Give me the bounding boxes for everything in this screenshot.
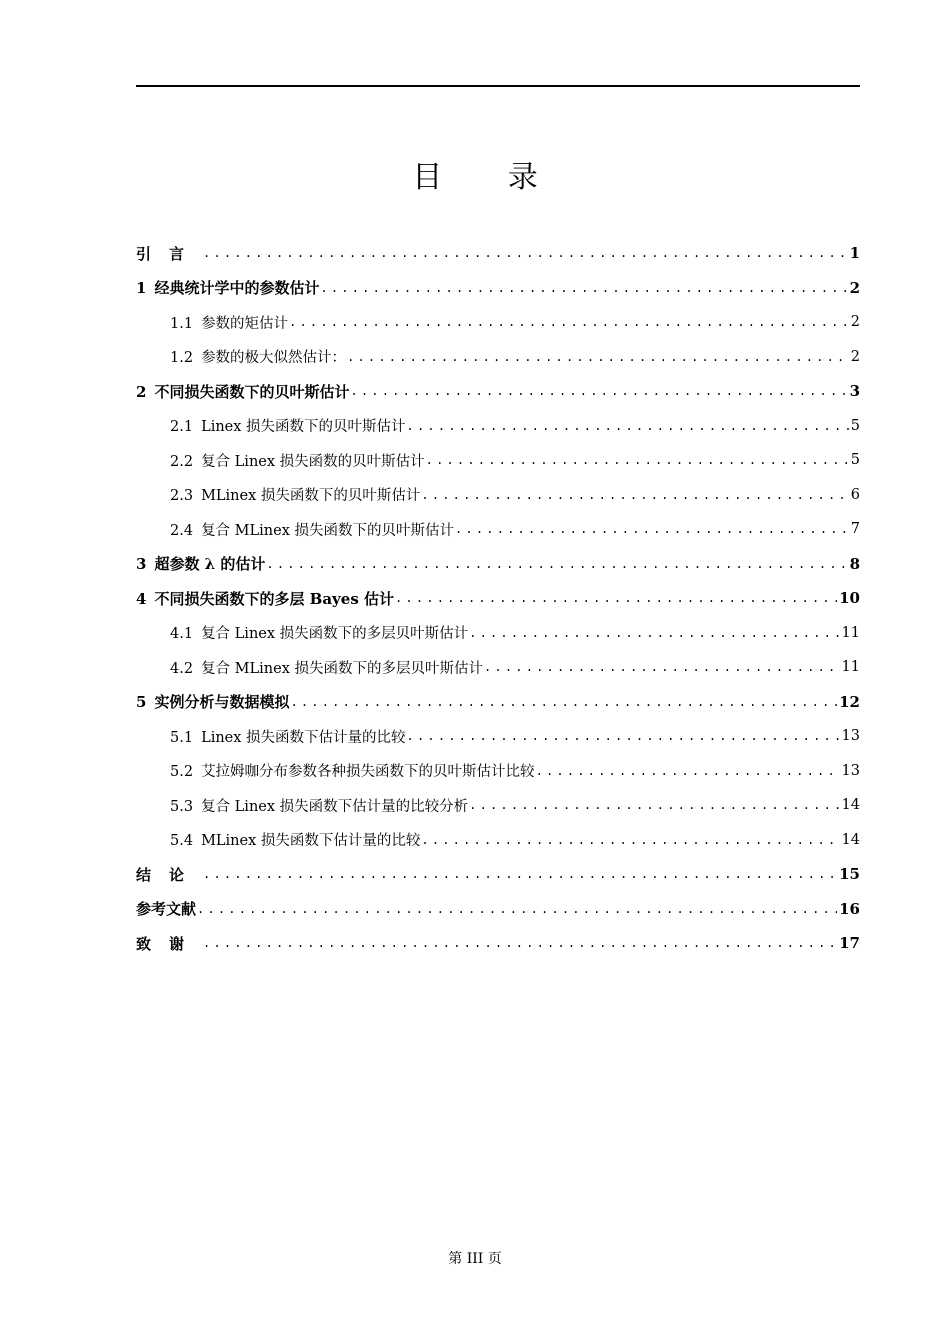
toc-page-number: 16: [839, 899, 860, 918]
toc-entry-label: [170, 450, 426, 471]
toc-entry[interactable]: [136, 823, 860, 858]
toc-entry[interactable]: [136, 409, 860, 444]
toc-dot-leader: [469, 626, 839, 640]
toc-dot-leader: [203, 936, 837, 950]
toc-page-number: 12: [839, 692, 860, 711]
toc-dot-leader: [407, 729, 840, 743]
toc-entry-title: MLinex 损失函数下估计量的比较: [201, 833, 421, 850]
toc-page-number: 7: [850, 521, 860, 538]
toc-entry-number: 5.3: [170, 798, 194, 815]
toc-dot-leader: [421, 833, 839, 847]
toc-entry-title: 参数的矩估计: [201, 315, 289, 332]
toc-page-number: 2: [849, 278, 860, 297]
toc-entry[interactable]: [136, 443, 860, 478]
toc-page-number: 6: [850, 486, 860, 503]
toc-page-number: 5: [850, 452, 860, 469]
toc-entry[interactable]: [136, 857, 860, 892]
toc-entry[interactable]: [136, 581, 860, 616]
toc-entry-label: [170, 795, 469, 816]
toc-entry-number: 3: [136, 555, 147, 574]
toc-entry-title: 参数的极大似然估计：: [201, 350, 347, 367]
toc-entry-title: MLinex 损失函数下的贝叶斯估计: [201, 488, 421, 505]
toc-dot-leader: [197, 902, 837, 916]
toc-entry-label: [136, 864, 203, 885]
toc-dot-leader: [266, 557, 847, 571]
toc-page-number: 10: [839, 589, 860, 608]
toc-entry[interactable]: [136, 478, 860, 513]
toc-entry[interactable]: [136, 926, 860, 961]
toc-entry[interactable]: [136, 271, 860, 306]
toc-entry-number: 4: [136, 589, 147, 608]
toc-entry-label: [170, 622, 469, 643]
toc-dot-leader: [426, 453, 849, 467]
toc-entry-title: 不同损失函数下的多层 Bayes 估计: [154, 589, 394, 608]
toc-entry-label: [136, 381, 350, 402]
toc-dot-leader: [455, 522, 849, 536]
toc-entry[interactable]: [136, 374, 860, 409]
toc-page-number: 17: [839, 934, 860, 953]
toc-page-number: 11: [841, 659, 860, 676]
toc-entry-number: 1.1: [170, 315, 194, 332]
toc-entry-title: 致谢: [136, 934, 203, 953]
toc-dot-leader: [347, 350, 849, 364]
header-rule: [136, 85, 860, 87]
toc-entry[interactable]: [136, 547, 860, 582]
toc-entry-label: [136, 243, 203, 264]
toc-page-number: 1: [849, 244, 860, 263]
toc-page-number: 14: [841, 797, 860, 814]
toc-entry[interactable]: [136, 892, 860, 927]
toc-entry-number: 2: [136, 382, 147, 401]
toc-entry-label: [136, 277, 320, 298]
toc-dot-leader: [289, 315, 849, 329]
toc-entry-title: 复合 MLinex 损失函数下的多层贝叶斯估计: [201, 660, 483, 677]
toc-entry-label: [170, 484, 421, 505]
toc-entry-number: 5.1: [170, 729, 194, 746]
toc-entry-title: 实例分析与数据模拟: [154, 693, 290, 712]
toc-entry-title: 引言: [136, 244, 203, 263]
toc-entry-number: 5.4: [170, 833, 194, 850]
toc-entry-title: 不同损失函数下的贝叶斯估计: [154, 382, 350, 401]
toc-entry-label: [170, 346, 347, 367]
toc-entry-number: 2.2: [170, 453, 194, 470]
toc-entry[interactable]: [136, 754, 860, 789]
toc-dot-leader: [395, 591, 837, 605]
toc-dot-leader: [484, 660, 840, 674]
toc-entry-title: 超参数 λ 的估计: [154, 555, 266, 574]
toc-entry[interactable]: [136, 719, 860, 754]
toc-dot-leader: [290, 695, 837, 709]
toc-entry-title: 结论: [136, 865, 203, 884]
toc-entry-title: Linex 损失函数下的贝叶斯估计: [201, 419, 406, 436]
toc-entry-label: [170, 726, 407, 747]
toc-entry-number: 4.2: [170, 660, 194, 677]
table-of-contents: [136, 236, 860, 961]
toc-title: 目 录: [412, 160, 566, 195]
toc-entry-title: 参考文献: [136, 900, 197, 919]
toc-page-number: 2: [850, 348, 860, 365]
toc-entry[interactable]: [136, 305, 860, 340]
toc-entry-label: [136, 588, 395, 609]
toc-entry[interactable]: [136, 340, 860, 375]
toc-entry-number: 1: [136, 279, 147, 298]
toc-dot-leader: [407, 419, 849, 433]
toc-entry-title: 复合 Linex 损失函数下的多层贝叶斯估计: [201, 626, 469, 643]
toc-entry-title: 复合 MLinex 损失函数下的贝叶斯估计: [201, 522, 454, 539]
toc-entry-title: Linex 损失函数下估计量的比较: [201, 729, 406, 746]
toc-entry-label: [170, 415, 407, 436]
toc-page-number: 3: [849, 382, 860, 401]
toc-page-number: 2: [850, 314, 860, 331]
toc-entry-label: [136, 553, 266, 574]
toc-entry[interactable]: [136, 685, 860, 720]
toc-dot-leader: [203, 246, 848, 260]
toc-entry-number: 5.2: [170, 764, 194, 781]
toc-page-number: 11: [841, 624, 860, 641]
toc-entry-number: 4.1: [170, 626, 194, 643]
toc-entry-number: 5: [136, 693, 147, 712]
toc-dot-leader: [421, 488, 848, 502]
toc-entry-label: [170, 657, 484, 678]
toc-entry-title: 复合 Linex 损失函数下估计量的比较分析: [201, 798, 469, 815]
toc-entry[interactable]: [136, 512, 860, 547]
toc-page-number: 13: [841, 762, 860, 779]
toc-dot-leader: [536, 764, 840, 778]
toc-entry[interactable]: [136, 236, 860, 271]
toc-entry-number: 2.3: [170, 488, 194, 505]
toc-entry[interactable]: [136, 616, 860, 651]
toc-entry[interactable]: [136, 650, 860, 685]
toc-entry-label: [170, 829, 421, 850]
toc-page-number: 14: [841, 831, 860, 848]
toc-page-number: 15: [839, 865, 860, 884]
toc-dot-leader: [469, 798, 839, 812]
toc-entry-title: 艾拉姆咖分布参数各种损失函数下的贝叶斯估计比较: [201, 764, 535, 781]
toc-entry-label: [170, 312, 289, 333]
toc-dot-leader: [320, 281, 847, 295]
toc-entry[interactable]: [136, 788, 860, 823]
toc-entry-label: [170, 760, 536, 781]
toc-entry-title: 经典统计学中的参数估计: [154, 279, 320, 298]
toc-entry-number: 1.2: [170, 350, 194, 367]
toc-page-number: 13: [841, 728, 860, 745]
toc-entry-number: 2.4: [170, 522, 194, 539]
page-footer: 第 III 页: [448, 1251, 502, 1267]
toc-entry-label: [170, 519, 455, 540]
toc-entry-label: [136, 933, 203, 954]
toc-entry-label: [136, 898, 197, 919]
toc-dot-leader: [350, 384, 847, 398]
toc-entry-label: [136, 691, 290, 712]
toc-dot-leader: [203, 867, 837, 881]
toc-page-number: 5: [850, 417, 860, 434]
toc-entry-title: 复合 Linex 损失函数的贝叶斯估计: [201, 453, 425, 470]
toc-page-number: 8: [849, 554, 860, 573]
toc-entry-number: 2.1: [170, 419, 194, 436]
